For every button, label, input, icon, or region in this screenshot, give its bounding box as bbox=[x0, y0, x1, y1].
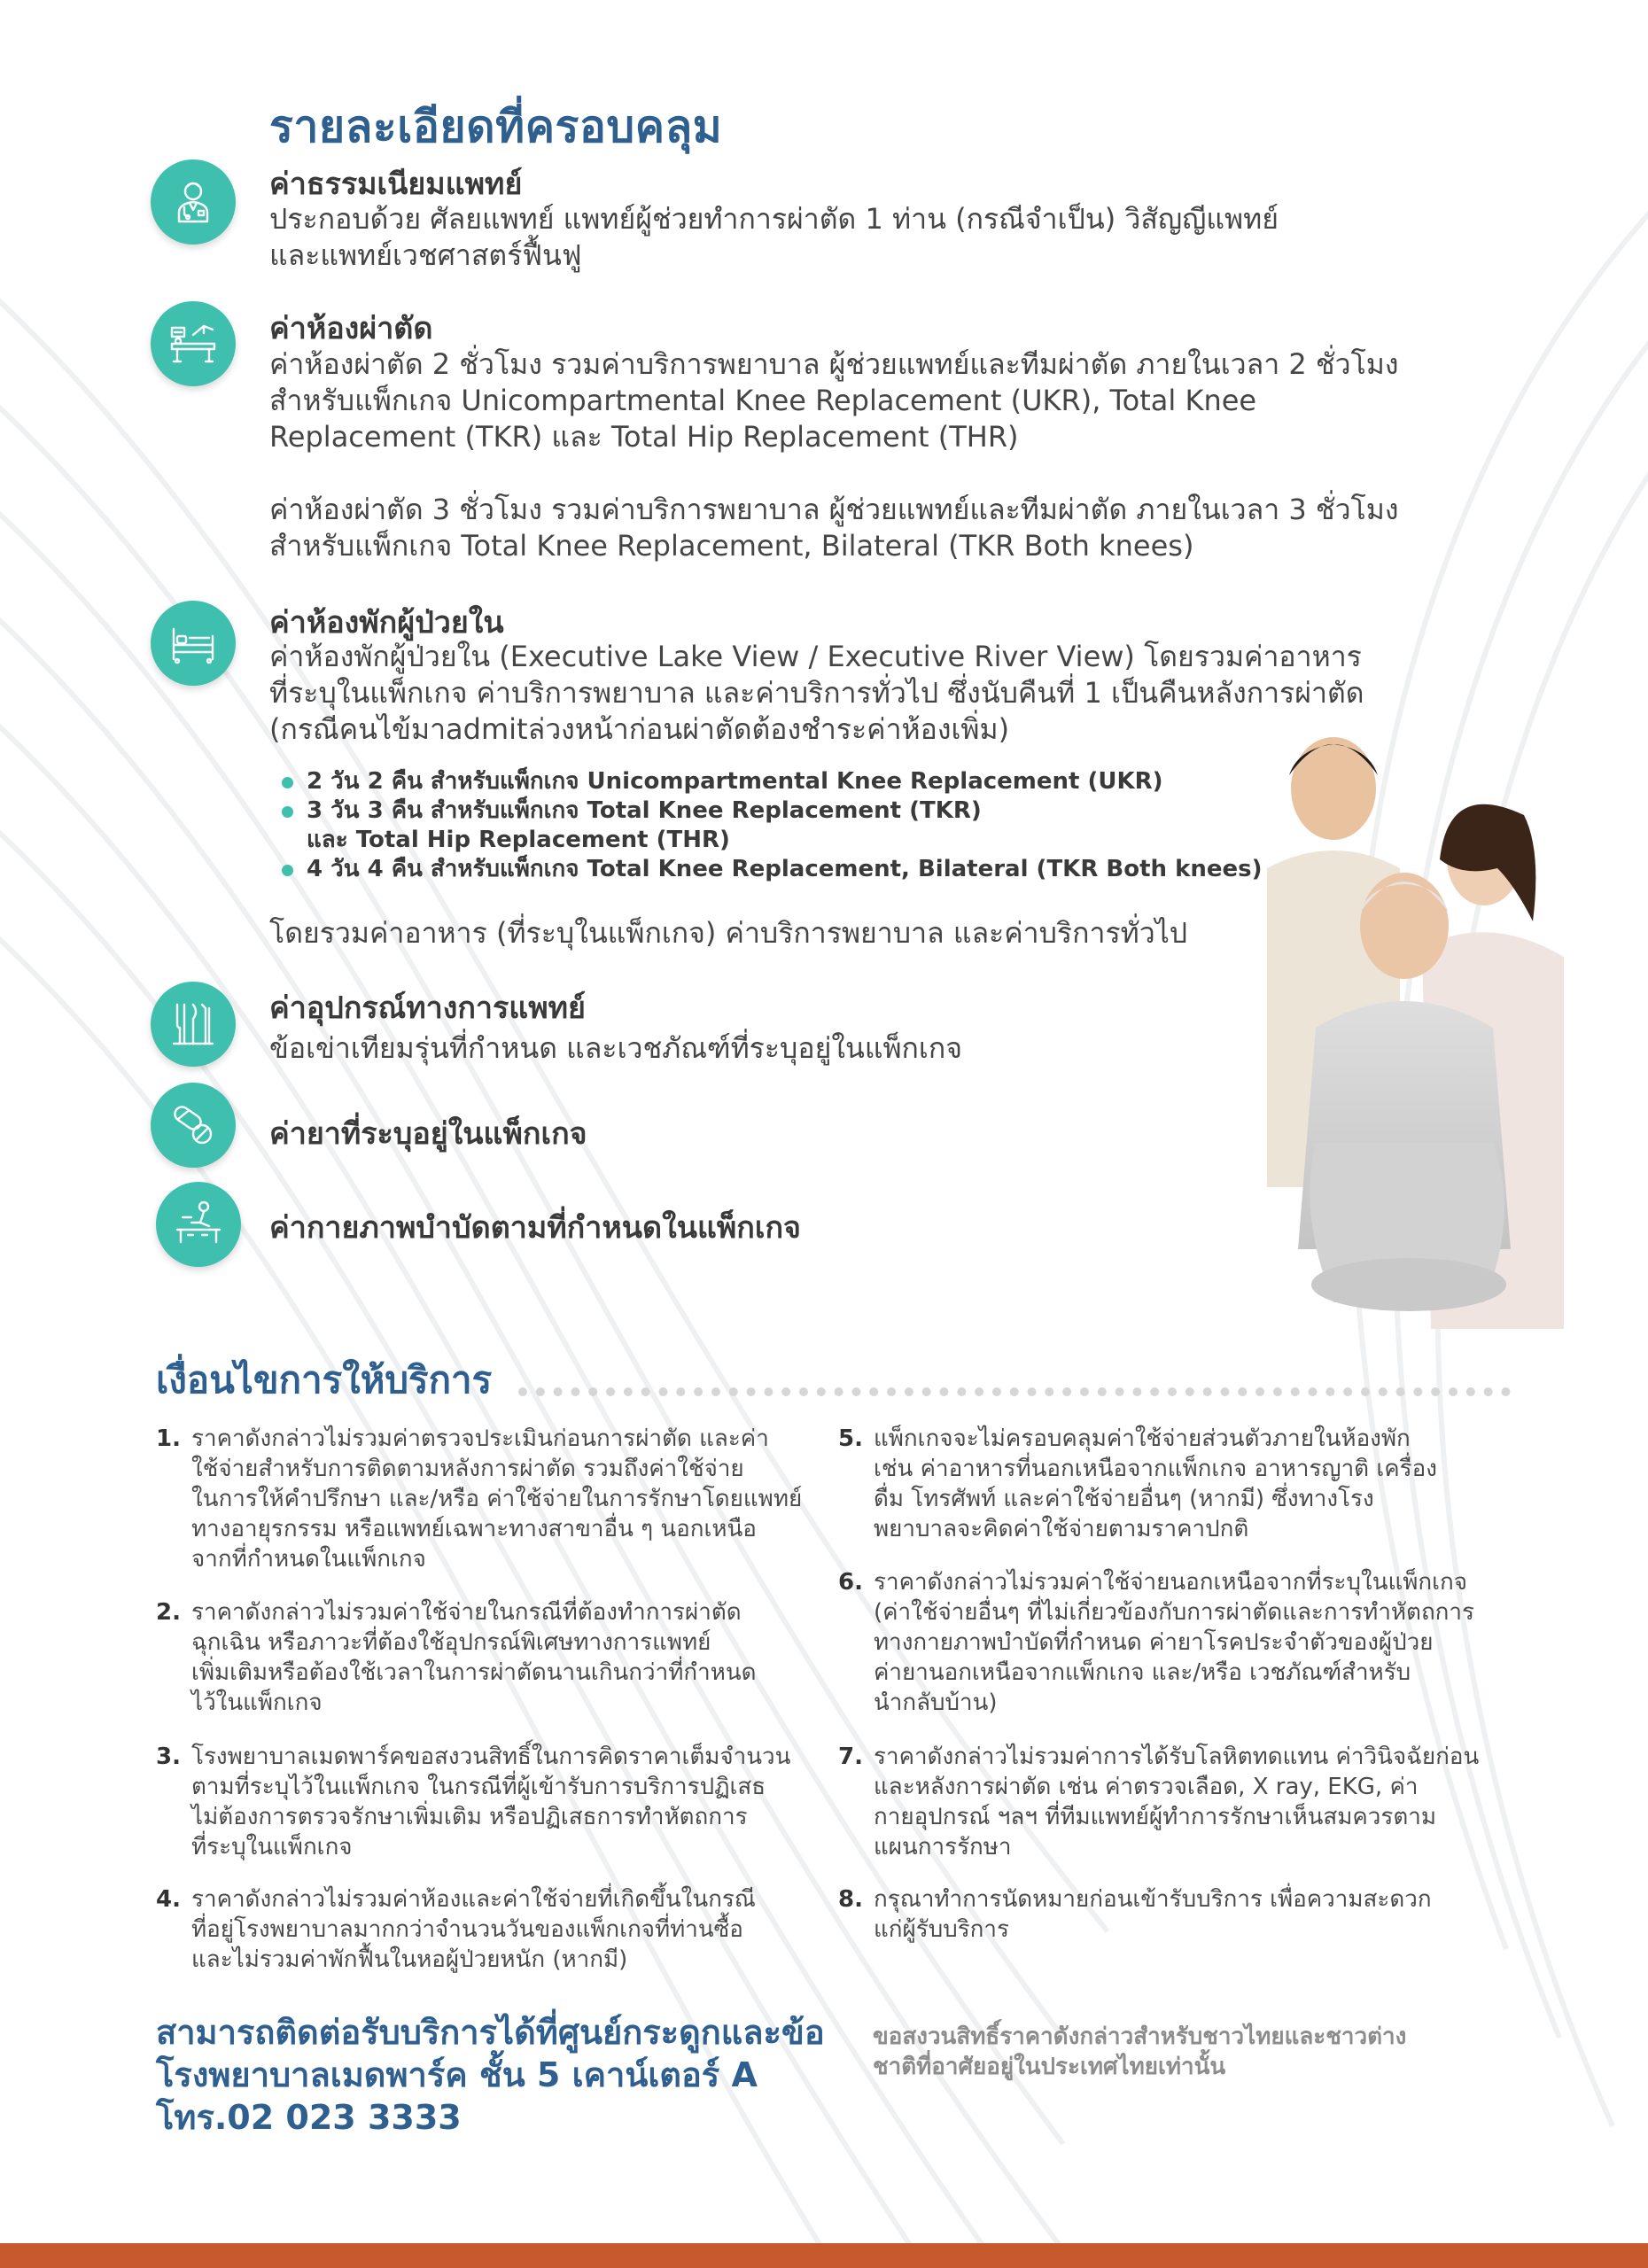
item-heading-medical-equipment: ค่าอุปกรณ์ทางการแพทย์ bbox=[269, 990, 586, 1026]
contact-info bbox=[156, 2011, 882, 2139]
family-photo bbox=[1232, 726, 1586, 1329]
list-item: 2 วัน 2 คืน สำหรับแพ็กเกจ Unicompartmental Knee Replacement (UKR) bbox=[282, 767, 1263, 796]
operating-room-icon bbox=[151, 301, 236, 386]
list-item: 3 วัน 3 คืน สำหรับแพ็กเกจ Total Knee Replacement (TKR) bbox=[282, 796, 1263, 826]
medical-tools-icon bbox=[151, 982, 236, 1067]
pill-icon bbox=[151, 1083, 236, 1168]
stay-duration-list bbox=[282, 767, 1263, 884]
page-title: รายละเอียดที่ครอบคลุม bbox=[269, 101, 723, 152]
conditions-title: เงื่อนไขการให้บริการ bbox=[156, 1358, 493, 1402]
physiotherapy-icon bbox=[156, 1182, 241, 1267]
list-item: 4 วัน 4 คืน สำหรับแพ็กเกจ Total Knee Replacement, Bilateral (TKR Both knees) bbox=[282, 855, 1263, 884]
list-item-continuation: และ Total Hip Replacement (THR) bbox=[307, 827, 730, 853]
item-heading-operating-room: ค่าห้องผ่าตัด bbox=[269, 311, 433, 346]
footer-bar bbox=[0, 2243, 1648, 2268]
hospital-bed-icon bbox=[151, 601, 236, 686]
inpatient-room-note: โดยรวมค่าอาหาร (ที่ระบุในแพ็กเกจ) ค่าบริการพยาบาล และค่าบริการทั่วไป bbox=[269, 916, 1188, 950]
item-body-doctor-fees: ประกอบด้วย ศัลยแพทย์ แพทย์ผู้ช่วยทำการผ่าตัด 1 ท่าน (กรณีจำเป็น) วิสัญญีแพทย์ และแพทย์เวชศาสตร์ฟื้นฟู bbox=[269, 202, 1279, 272]
disclaimer-note: ขอสงวนสิทธิ์ราคาดังกล่าวสำหรับชาวไทยและชาวต่าง ชาติที่อาศัยอยู่ในประเทศไทยเท่านั้น bbox=[873, 2023, 1407, 2080]
item-body-operating-room: ค่าห้องผ่าตัด 2 ชั่วโมง รวมค่าบริการพยาบาล ผู้ช่วยแพทย์และทีมผ่าตัด ภายในเวลา 2 ชั่วโมง สำหรับแพ็กเกจ Unicompartmental Knee Replacement (UKR), Total Knee Replacement (TKR) และ Total Hip Replacement (THR) ค่าห้องผ่าตัด 3 ชั่วโมง รวมค่าบริการพยาบาล ผู้ช่วยแพทย์และทีมผ่าตัด ภายในเวลา 3 ชั่วโมง สำหรับแพ็กเกจ Total Knee Replacement, Bilateral (TKR Both knees) bbox=[269, 347, 1399, 563]
item-body-medical-equipment: ข้อเข่าเทียมรุ่นที่กำหนด และเวชภัณฑ์ที่ระบุอยู่ในแพ็กเกจ bbox=[269, 1031, 962, 1065]
item-heading-inpatient-room: ค่าห้องพักผู้ป่วยใน bbox=[269, 605, 504, 641]
item-heading-physiotherapy: ค่ากายภาพบำบัดตามที่กำหนดในแพ็กเกจ bbox=[269, 1210, 801, 1246]
contact-line: สามารถติดต่อรับบริการได้ที่ศูนย์กระดูกและข้อ bbox=[156, 2013, 825, 2052]
contact-line: โรงพยาบาลเมดพาร์ค ชั้น 5 เคาน์เตอร์ A bbox=[156, 2055, 758, 2094]
contact-phone: โทร.02 023 3333 bbox=[156, 2098, 462, 2137]
item-heading-medicine: ค่ายาที่ระบุอยู่ในแพ็กเกจ bbox=[269, 1116, 587, 1152]
section-divider bbox=[518, 1387, 1511, 1396]
item-body-inpatient-room: ค่าห้องพักผู้ป่วยใน (Executive Lake View / Executive River View) โดยรวมค่าอาหาร ที่ระบุในแพ็กเกจ ค่าบริการพยาบาล และค่าบริการทั่วไป ซึ่งนับคืนที่ 1 เป็นคืนหลังการผ่าตัด (กรณีคนไข้มาadmitล่วงหน้าก่อนผ่าตัดต้องชำระค่าห้องเพิ่ม) bbox=[269, 640, 1364, 746]
doctor-icon bbox=[151, 159, 236, 245]
item-heading-doctor-fees: ค่าธรรมเนียมแพทย์ bbox=[269, 167, 523, 202]
